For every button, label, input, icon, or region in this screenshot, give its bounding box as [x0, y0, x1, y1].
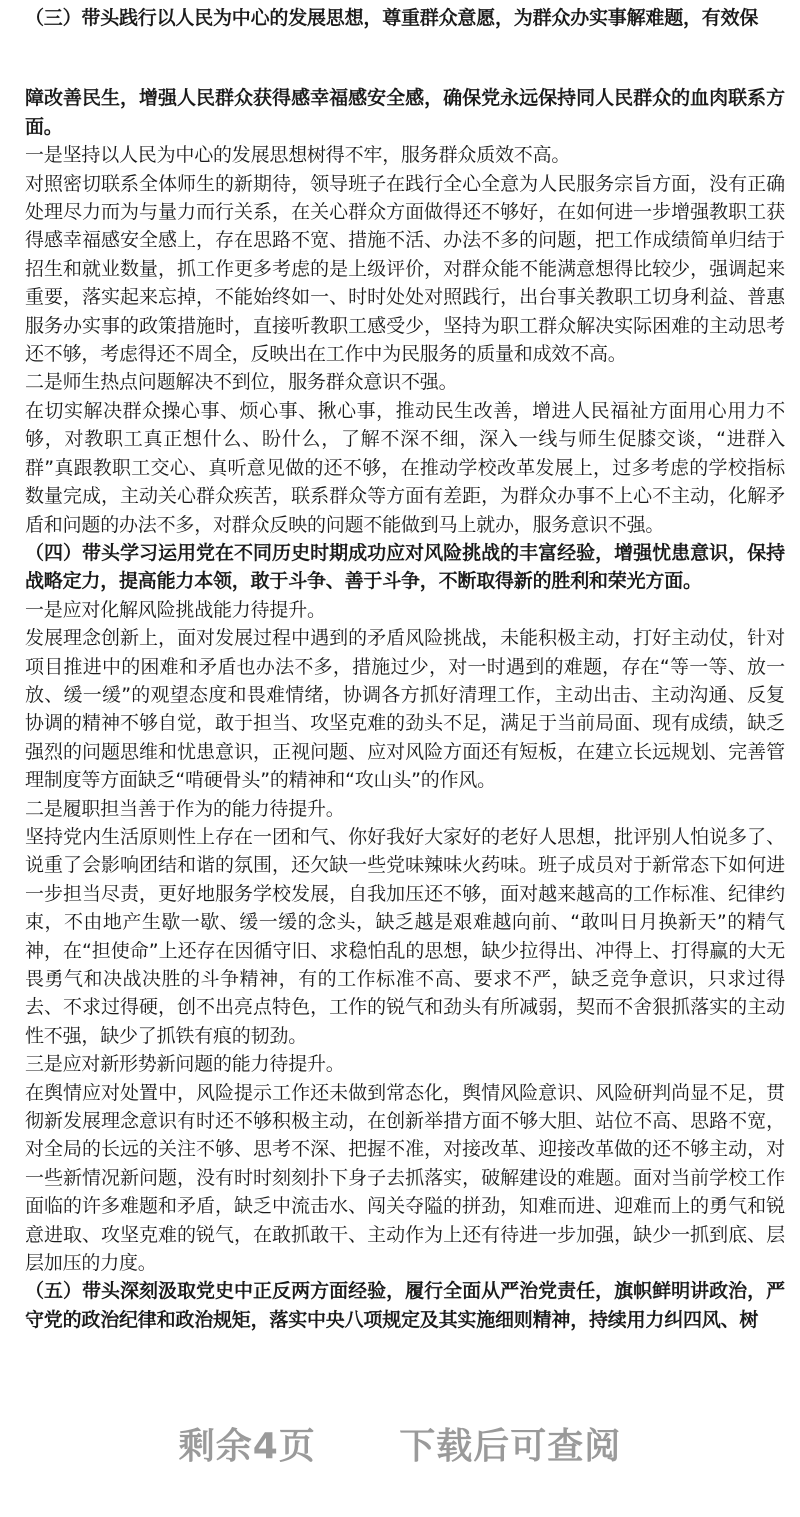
s4-point3-title: 三是应对新形势新问题的能力待提升。: [25, 1053, 345, 1076]
s3-point1-title: 一是坚持以人民为中心的发展思想树得不牢，服务群众质效不高。: [25, 144, 571, 167]
download-hint-label[interactable]: 下载后可查阅: [399, 1426, 622, 1467]
section5-heading: （五）带头深刻汲取党史中正反两方面经验，履行全面从严治党责任，旗帜鲜明讲政治，严守党的政治纪律和政治规矩，落实中央八项规定及其实施细则精神，持续用力纠四风、树: [25, 1280, 785, 1331]
section3-heading-line2: 障改善民生，增强人民群众获得感幸福感安全感，确保党永远保持同人民群众的血肉联系方面。: [25, 87, 785, 138]
document-body: [25, 4, 785, 1334]
s4-point1-title: 一是应对化解风险挑战能力待提升。: [25, 598, 326, 621]
s3-point2-body: 在切实解决群众操心事、烦心事、揪心事，推动民生改善，增进人民福祉方面用心用力不够，对教职工真正想什么、盼什么，了解不深不细，深入一线与师生促膝交谈，“进群入群”真跟教职工交心、真听意见做的还不够，在推动学校改革发展上，过多考虑的学校指标数量完成，主动关心群众疾苦，联系群众等方面有差距，为群众办事不上心不主动，化解矛盾和问题的办法不多，对群众反映的问题不能做到马上就办，服务意识不强。: [25, 399, 785, 536]
s3-point2-title: 二是师生热点问题解决不到位，服务群众意识不强。: [25, 371, 458, 394]
section3-heading-line1: （三）带头践行以人民为中心的发展思想，尊重群众意愿，为群众办实事解难题，有效保: [25, 7, 759, 29]
s3-point1-body: 对照密切联系全体师生的新期待，领导班子在践行全心全意为人民服务宗旨方面，没有正确处理尽力而为与量力而行关系，在关心群众方面做得还不够好，在如何进一步增强教职工获得感幸福感安全感上，存在思路不宽、措施不活、办法不多的问题，把工作成绩简单归结于招生和就业数量，抓工作更多考虑的是上级评价，对群众能不能满意想得比较少，强调起来重要，落实起来忘掉，不能始终如一、时时处处对照践行，出台事关教职工切身利益、普惠服务办实事的政策措施时，直接听教职工感受少，坚持为职工群众解决实际困难的主动思考还不够，考虑得还不周全，反映出在工作中为民服务的质量和成效不高。: [25, 172, 785, 366]
s4-point3-body: 在舆情应对处置中，风险提示工作还未做到常态化，舆情风险意识、风险研判尚显不足，贯彻新发展理念意识有时还不够积极主动，在创新举措方面不够大胆、站位不高、思路不宽，对全局的长远的关注不够、思考不深、把握不准，对接改革、迎接改革做的还不够主动，对一些新情况新问题，没有时时刻刻扑下身子去抓落实，破解建设的难题。面对当前学校工作面临的许多难题和矛盾，缺乏中流击水、闯关夺隘的拼劲，知难而进、迎难而上的勇气和锐意进取、攻坚克难的锐气，在敢抓敢干、主动作为上还有待进一步加强，缺少一抓到底、层层加压的力度。: [25, 1081, 785, 1275]
section4-heading: （四）带头学习运用党在不同历史时期成功应对风险挑战的丰富经验，增强忧患意识，保持战略定力，提高能力本领，敢于斗争、善于斗争，不断取得新的胜利和荣光方面。: [25, 541, 785, 593]
s4-point2-title: 二是履职担当善于作为的能力待提升。: [25, 797, 345, 820]
remaining-pages-label: 剩余4页: [178, 1426, 316, 1467]
download-prompt[interactable]: [0, 1418, 800, 1469]
s4-point2-body: 坚持党内生活原则性上存在一团和气、你好我好大家好的老好人思想，批评别人怕说多了、说重了会影响团结和谐的氛围，还欠缺一些党味辣味火药味。班子成员对于新常态下如何进一步担当尽责，更好地服务学校发展，自我加压还不够，面对越来越高的工作标准、纪律约束，不由地产生歇一歇、缓一缓的念头，缺乏越是艰难越向前、“敢叫日月换新天”的精气神，在“担使命”上还存在因循守旧、求稳怕乱的思想，缺少拉得出、冲得上、打得赢的大无畏勇气和决战决胜的斗争精神，有的工作标准不高、要求不严，缺乏竞争意识，只求过得去、不求过得硬，创不出亮点特色，工作的锐气和劲头有所减弱，契而不舍狠抓落实的主动性不强，缺少了抓铁有痕的韧劲。: [25, 825, 785, 1047]
page-break-gap: [25, 32, 785, 84]
s4-point1-body: 发展理念创新上，面对发展过程中遇到的矛盾风险挑战，未能积极主动，打好主动仗，针对项目推进中的困难和矛盾也办法不多，措施过少，对一时遇到的难题，存在“等一等、放一放、缓一缓”的观望态度和畏难情绪，协调各方抓好清理工作，主动出击、主动沟通、反复协调的精神不够自觉，敢于担当、攻坚克难的劲头不足，满足于当前局面、现有成绩，缺乏强烈的问题思维和忧患意识，正视问题、应对风险方面还有短板，在建立长远规划、完善管理制度等方面缺乏“啃硬骨头”的精神和“攻山头”的作风。: [25, 627, 785, 792]
